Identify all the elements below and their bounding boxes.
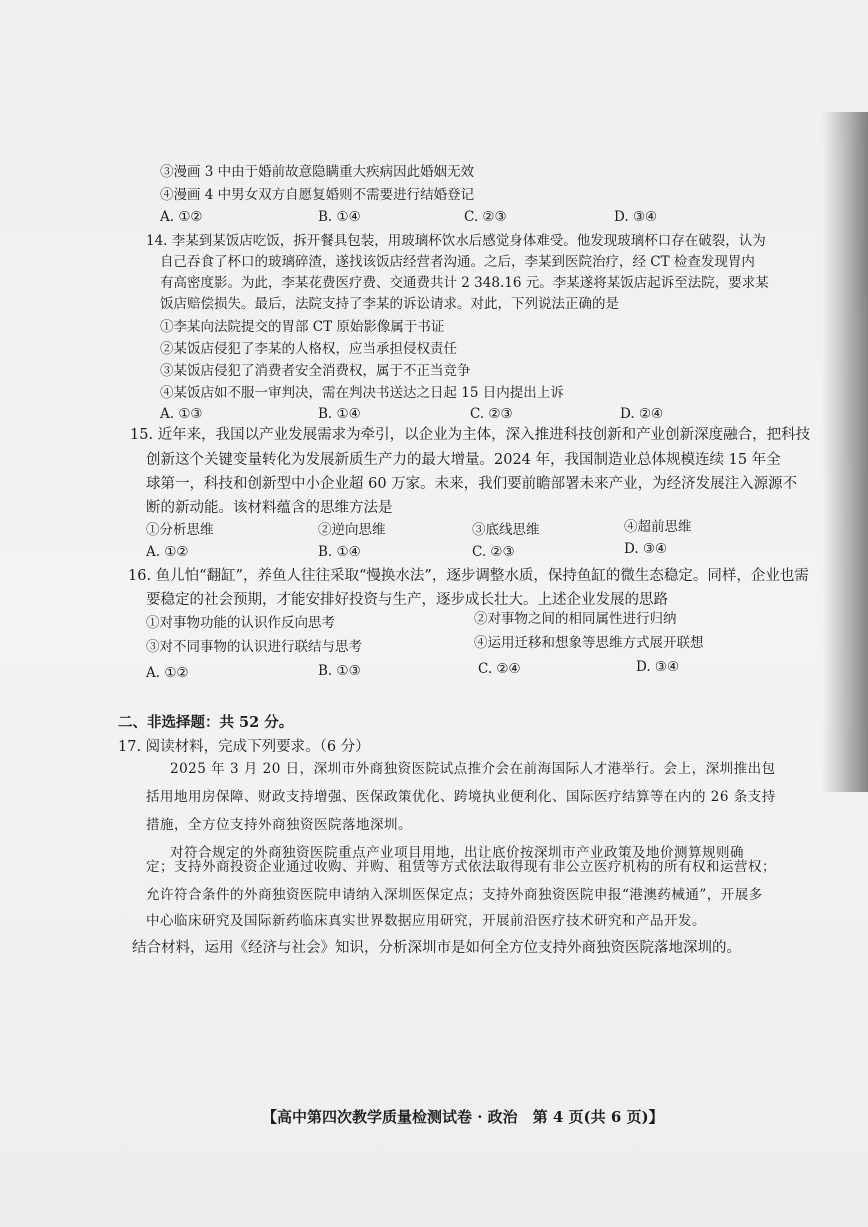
q13-option-b: B. ①④ — [318, 209, 361, 225]
q17-requirement: 结合材料，运用《经济与社会》知识，分析深圳市是如何全方位支持外商独资医院落地深圳的。 — [132, 940, 741, 956]
q16-option-a: A. ①② — [146, 665, 189, 681]
q14-stem-line: 自己吞食了杯口的玻璃碎渣，遂找该饭店经营者沟通。之后，李某到医院治疗，经 CT 检查发现胃内 — [160, 254, 755, 270]
q14-option-c: C. ②③ — [470, 406, 513, 422]
q16-option-c: C. ②④ — [478, 661, 521, 677]
q16-item-4: ④运用迁移和想象等思维方式展开联想 — [474, 635, 704, 651]
q15-option-b: B. ①④ — [318, 544, 361, 560]
q13-option-c: C. ②③ — [464, 209, 507, 225]
q17-material-line: 2025 年 3 月 20 日，深圳市外商独资医院试点推介会在前海国际人才港举行。会上，深圳推出包 — [170, 761, 776, 777]
q16-item-1: ①对事物功能的认识作反向思考 — [146, 615, 335, 631]
q17-material-line: 允许符合条件的外商独资医院申请纳入深圳医保定点；支持外商独资医院申报“港澳药械通”，开展多 — [146, 887, 763, 903]
q14-stem-line: 有高密度影。为此，李某花费医疗费、交通费共计 2 348.16 元。李某遂将某饭店起诉至法院，要求某 — [160, 275, 769, 291]
q15-item-1: ①分析思维 — [146, 522, 214, 538]
q15-stem-line: 球第一，科技和创新型中小企业超 60 万家。未来，我们要前瞻部署未来产业，为经济发展注入源源不 — [146, 476, 798, 492]
q15-item-2: ②逆向思维 — [318, 522, 386, 538]
section-heading: 二、非选择题：共 52 分。 — [118, 714, 294, 731]
q16-stem-line: 要稳定的社会预期，才能安排好投资与生产，逐步成长壮大。上述企业发展的思路 — [146, 592, 668, 608]
q16-option-b: B. ①③ — [318, 663, 361, 679]
q14-option-b: B. ①④ — [318, 406, 361, 422]
q17-material-line: 对符合规定的外商独资医院重点产业项目用地，出让底价按深圳市产业政策及地价测算规则确 — [170, 845, 744, 861]
q13-item-3: ③漫画 3 中由于婚前故意隐瞒重大疾病因此婚姻无效 — [160, 164, 475, 180]
q13-option-a: A. ①② — [160, 209, 203, 225]
q16-stem-line: 16. 鱼儿怕“翻缸”，养鱼人往往采取“慢换水法”，逐步调整水质，保持鱼缸的微生态稳定。同样，企业也需 — [128, 568, 809, 584]
q17-material-line: 中心临床研究及国际新药临床真实世界数据应用研究，开展前沿医疗技术研究和产品开发。 — [146, 913, 706, 929]
q14-option-d: D. ②④ — [620, 406, 664, 422]
q16-item-3: ③对不同事物的认识进行联结与思考 — [146, 639, 362, 655]
page-footer: 【高中第四次教学质量检测试卷 · 政治 第 4 页(共 6 页)】 — [262, 1108, 664, 1126]
q14-option-a: A. ①③ — [160, 406, 203, 422]
q14-item-2: ②某饭店侵犯了李某的人格权，应当承担侵权责任 — [160, 341, 457, 357]
q14-stem-line: 饭店赔偿损失。最后，法院支持了李某的诉讼请求。对此，下列说法正确的是 — [160, 296, 619, 312]
q16-item-2: ②对事物之间的相同属性进行归纳 — [474, 611, 677, 627]
q14-item-3: ③某饭店侵犯了消费者安全消费权，属于不正当竞争 — [160, 363, 471, 379]
q15-item-4: ④超前思维 — [624, 519, 692, 535]
q14-item-4: ④某饭店如不服一审判决，需在判决书送达之日起 15 日内提出上诉 — [160, 385, 564, 401]
q16-option-d: D. ③④ — [636, 659, 680, 675]
q17-material-line: 括用地用房保障、财政支持增强、医保政策优化、跨境执业便利化、国际医疗结算等在内的 26 条支持 — [146, 789, 776, 805]
q15-option-c: C. ②③ — [472, 544, 515, 560]
q13-item-4: ④漫画 4 中男女双方自愿复婚则不需要进行结婚登记 — [160, 187, 475, 203]
q15-option-d: D. ③④ — [624, 541, 668, 557]
q15-stem-line: 15. 近年来，我国以产业发展需求为牵引，以企业为主体，深入推进科技创新和产业创新深度融合，把科技 — [130, 427, 811, 443]
q17-material-line: 措施，全方位支持外商独资医院落地深圳。 — [146, 817, 412, 833]
q14-item-1: ①李某向法院提交的胃部 CT 原始影像属于书证 — [160, 319, 445, 335]
q17-title: 17. 阅读材料，完成下列要求。（6 分） — [118, 739, 370, 755]
q15-item-3: ③底线思维 — [472, 522, 540, 538]
q17-material-line: 定；支持外商投资企业通过收购、并购、租赁等方式依法取得现有非公立医疗机构的所有权和运营权； — [146, 859, 776, 875]
q13-option-d: D. ③④ — [614, 209, 658, 225]
q15-stem-line: 断的新动能。该材料蕴含的思维方法是 — [146, 500, 393, 516]
q14-stem-line: 14. 李某到某饭店吃饭，拆开餐具包装，用玻璃杯饮水后感觉身体难受。他发现玻璃杯口存在破裂，认为 — [146, 233, 766, 249]
q15-option-a: A. ①② — [146, 544, 189, 560]
q15-stem-line: 创新这个关键变量转化为发展新质生产力的最大增量。2024 年，我国制造业总体规模连续 15 年全 — [146, 452, 781, 468]
